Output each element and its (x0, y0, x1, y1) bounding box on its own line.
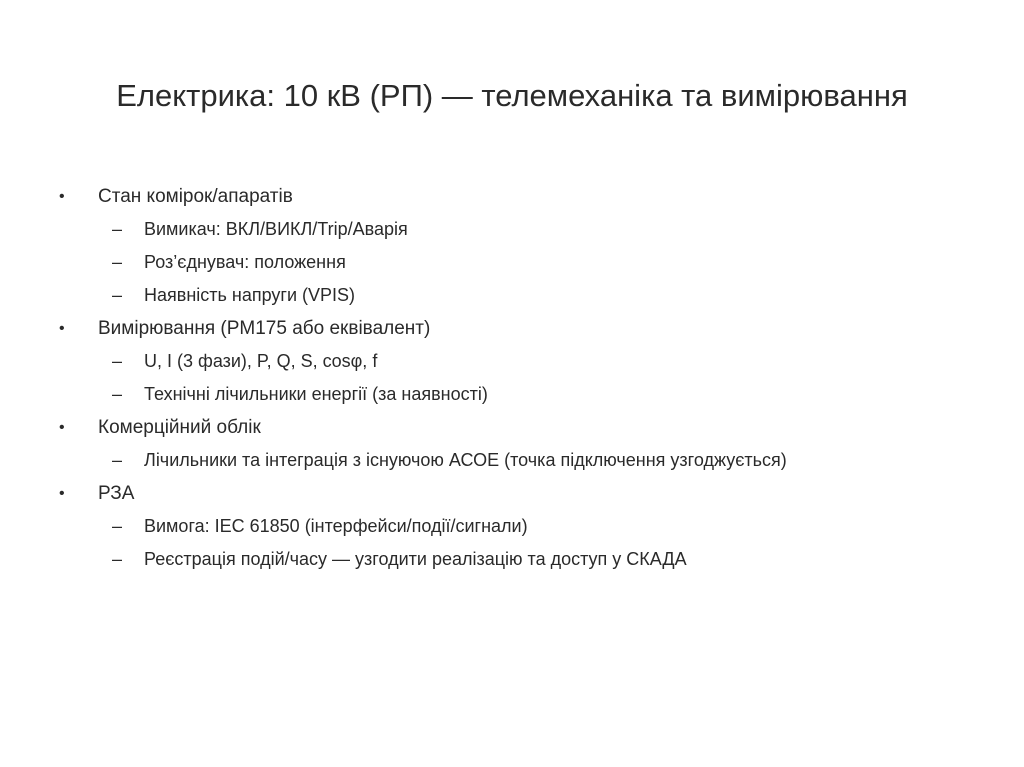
list-item-text: Вимірювання (PM175 або еквівалент) (98, 318, 431, 339)
list-item (56, 411, 996, 444)
list-item (56, 180, 996, 213)
sub-list-item-text: Вимикач: ВКЛ/ВИКЛ/Trip/Аварія (144, 219, 408, 239)
sub-list-item (56, 444, 996, 477)
dash-icon: – (112, 219, 123, 239)
bullet-icon: • (59, 188, 65, 205)
sub-list-item (56, 213, 996, 246)
list-item (56, 312, 996, 345)
dash-icon: – (112, 450, 123, 470)
list-item-text: Стан комірок/апаратів (98, 186, 293, 207)
sub-list-item-text: Реєстрація подій/часу — узгодити реалізацію та доступ у СКАДА (144, 549, 687, 569)
dash-icon: – (112, 285, 123, 305)
sub-list-item-text: Наявність напруги (VPIS) (144, 285, 356, 305)
sub-list-item-text: Лічильники та інтеграція з існуючою АСОЕ (точка підключення узгоджується) (144, 450, 787, 470)
bullet-icon: • (59, 419, 65, 436)
list-item-text: РЗА (98, 483, 135, 504)
sub-list-item (56, 510, 996, 543)
bullet-list (56, 180, 996, 576)
dash-icon: – (112, 351, 123, 371)
bullet-icon: • (59, 320, 65, 337)
dash-icon: – (112, 252, 123, 272)
sub-list-item (56, 345, 996, 378)
sub-list-item-text: Вимога: IEC 61850 (інтерфейси/події/сигнали) (144, 516, 528, 536)
slide-title: Електрика: 10 кВ (РП) — телемеханіка та вимірювання (116, 78, 908, 113)
dash-icon: – (112, 516, 123, 536)
dash-icon: – (112, 384, 123, 404)
dash-icon: – (112, 549, 123, 569)
list-item (56, 477, 996, 510)
sub-list-item-text: U, I (3 фази), P, Q, S, cosφ, f (144, 351, 378, 371)
sub-list-item-text: Технічні лічильники енергії (за наявності) (144, 384, 488, 404)
sub-list-item (56, 378, 996, 411)
sub-list-item-text: Роз’єднувач: положення (144, 252, 346, 272)
list-item-text: Комерційний облік (98, 417, 261, 438)
bullet-icon: • (59, 485, 65, 502)
sub-list-item (56, 246, 996, 279)
sub-list-item (56, 543, 996, 576)
sub-list-item (56, 279, 996, 312)
